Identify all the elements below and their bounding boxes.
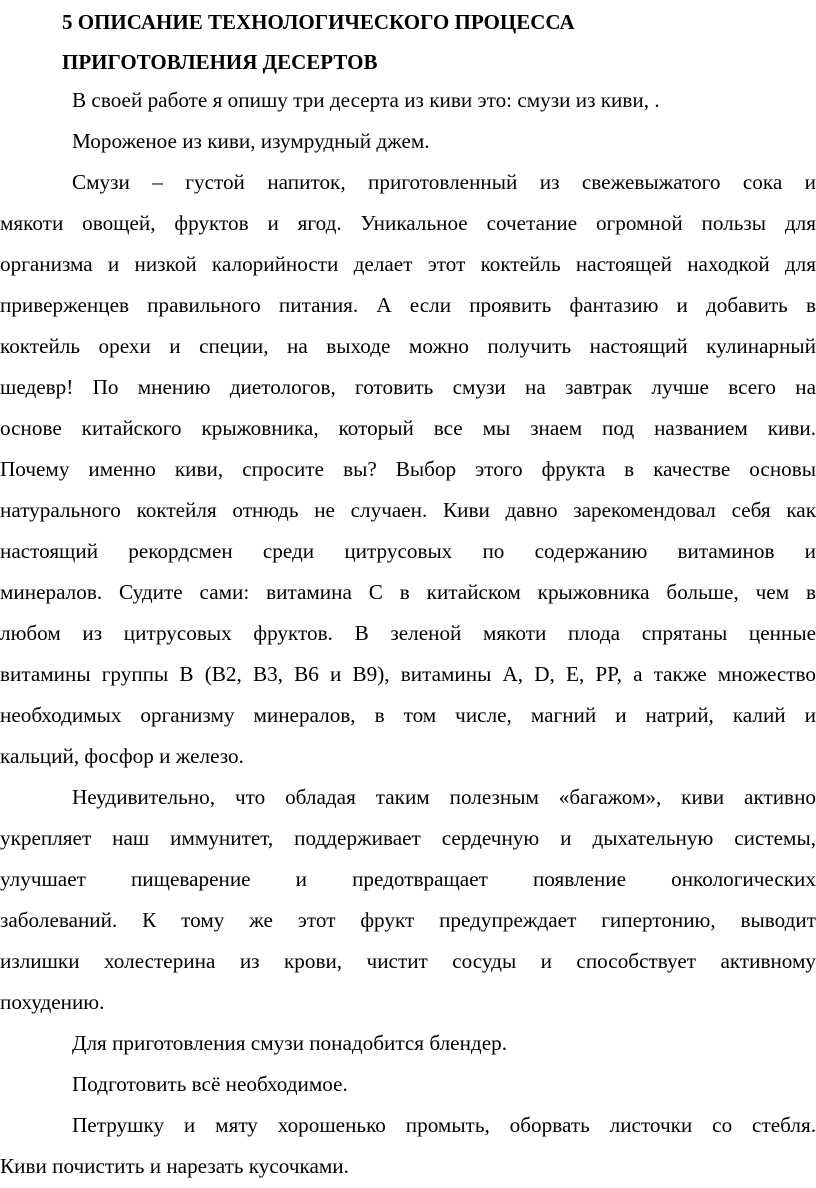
paragraph-line: укрепляет наш иммунитет, поддерживает сердечную и дыхательную системы, xyxy=(0,826,816,850)
paragraph-line: основе китайского крыжовника, который все мы знаем под названием киви. xyxy=(0,416,816,440)
paragraph-line: шедевр! По мнению диетологов, готовить смузи на завтрак лучше всего на xyxy=(0,375,816,399)
paragraph-line: натурального коктейля отнюдь не случаен. Киви давно зарекомендовал себя как xyxy=(0,498,816,522)
paragraph-line: Неудивительно, что обладая таким полезным «багажом», киви активно xyxy=(72,785,816,809)
paragraph-line: Почему именно киви, спросите вы? Выбор этого фрукта в качестве основы xyxy=(0,457,816,481)
paragraph-line: витамины группы B (B2, B3, B6 и B9), витамины A, D, E, PP, а также множество xyxy=(0,662,816,686)
paragraph-smoothie-description xyxy=(0,162,816,777)
paragraph-line: минералов. Судите сами: витамина С в китайском крыжовника больше, чем в xyxy=(0,580,816,604)
paragraph-steps xyxy=(0,1105,816,1187)
heading-line: ПРИГОТОВЛЕНИЯ ДЕСЕРТОВ xyxy=(62,50,378,74)
paragraph-intro xyxy=(0,80,816,121)
paragraph-desserts-list xyxy=(0,121,816,162)
paragraph-line: Подготовить всё необходимое. xyxy=(72,1072,348,1096)
paragraph-line: кальций, фосфор и железо. xyxy=(0,744,244,768)
paragraph-line: излишки холестерина из крови, чистит сосуды и способствует активному xyxy=(0,949,816,973)
paragraph-prepare xyxy=(0,1064,816,1105)
heading-line: 5 ОПИСАНИЕ ТЕХНОЛОГИЧЕСКОГО ПРОЦЕССА xyxy=(62,10,575,34)
paragraph-line: мякоти овощей, фруктов и ягод. Уникальное сочетание огромной пользы для xyxy=(0,211,816,235)
paragraph-line: необходимых организму минералов, в том числе, магний и натрий, калий и xyxy=(0,703,816,727)
paragraph-line: настоящий рекордсмен среди цитрусовых по содержанию витаминов и xyxy=(0,539,816,563)
paragraph-kiwi-benefits xyxy=(0,777,816,1023)
paragraph-line: Для приготовления смузи понадобится блендер. xyxy=(72,1031,507,1055)
paragraph-line: коктейль орехи и специи, на выходе можно получить настоящий кулинарный xyxy=(0,334,816,358)
paragraph-line: Петрушку и мяту хорошенько промыть, оборвать листочки со стебля. xyxy=(72,1113,816,1137)
paragraph-line: Киви почистить и нарезать кусочками. xyxy=(0,1154,349,1178)
paragraph-line: организма и низкой калорийности делает этот коктейль настоящей находкой для xyxy=(0,252,816,276)
paragraph-line: любом из цитрусовых фруктов. В зеленой мякоти плода спрятаны ценные xyxy=(0,621,816,645)
paragraph-line: В своей работе я опишу три десерта из киви это: смузи из киви, . xyxy=(72,88,660,112)
section-heading xyxy=(62,2,802,82)
paragraph-line: Смузи – густой напиток, приготовленный из свежевыжатого сока и xyxy=(72,170,816,194)
paragraph-line: Мороженое из киви, изумрудный джем. xyxy=(72,129,430,153)
paragraph-line: похудению. xyxy=(0,990,105,1014)
paragraph-line: заболеваний. К тому же этот фрукт предупреждает гипертонию, выводит xyxy=(0,908,816,932)
paragraph-line: улучшает пищеварение и предотвращает появление онкологических xyxy=(0,867,816,891)
paragraph-blender xyxy=(0,1023,816,1064)
paragraph-line: приверженцев правильного питания. А если проявить фантазию и добавить в xyxy=(0,293,816,317)
